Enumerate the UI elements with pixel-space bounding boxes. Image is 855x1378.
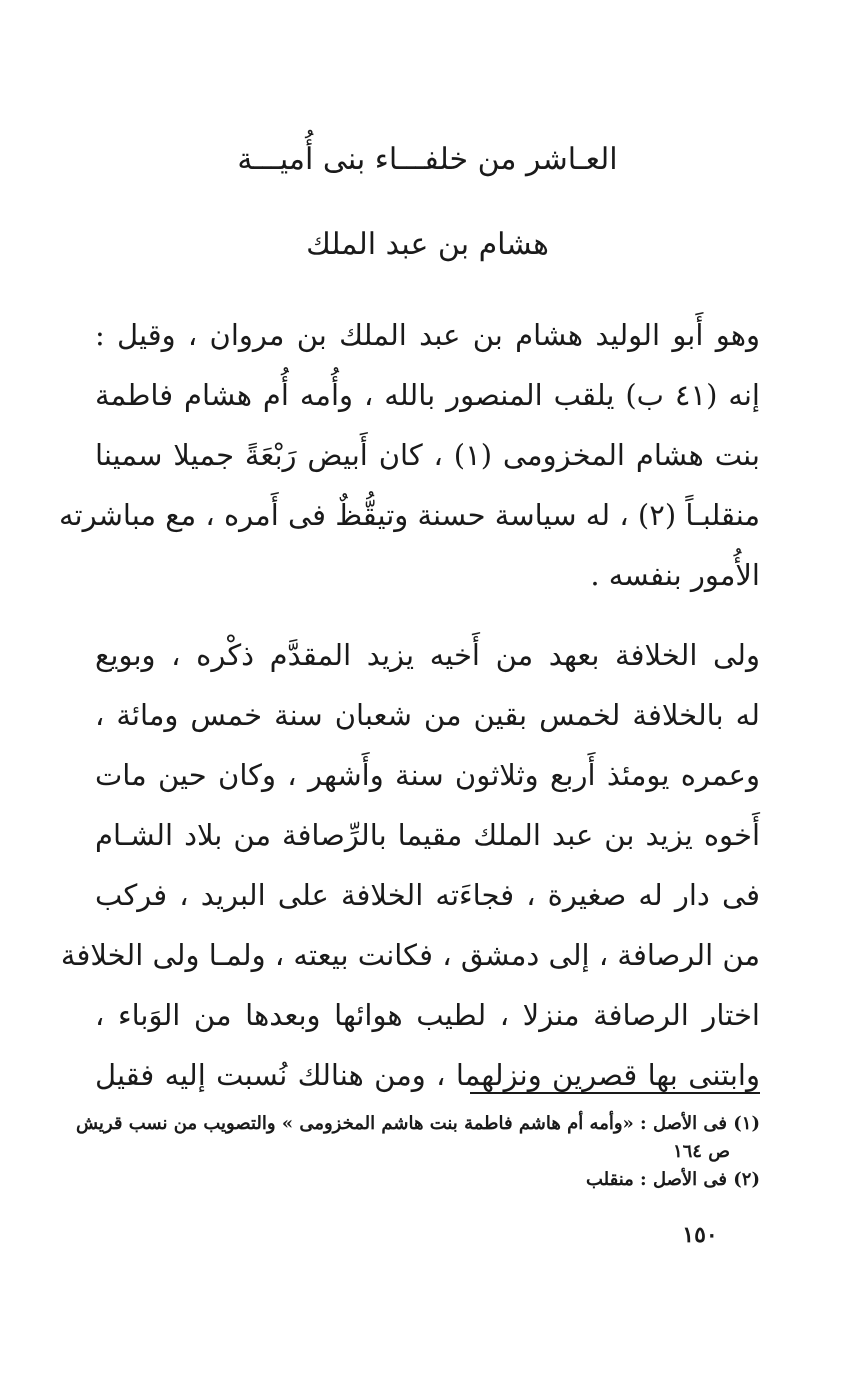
paragraph-1 xyxy=(58,305,761,605)
page-number: ١٥٠ xyxy=(682,1222,718,1248)
paragraph-2-line-3: وعمره يومئذ أَربع وثلاثون سنة وأَشهر ، وكان حين مات xyxy=(95,758,760,792)
footnote-1-continuation: ص ١٦٤ xyxy=(672,1141,730,1162)
paragraph-2-line-7: اختار الرصافة منزلا ، لطيب هوائها وبعدها من الوَباء ، xyxy=(95,998,760,1032)
paragraph-2-line-5: فى دار له صغيرة ، فجاءَته الخلافة على البريد ، فركب xyxy=(95,878,760,912)
section-heading: هشام بن عبد الملك xyxy=(306,227,549,262)
paragraph-1-line-5: الأُمور بنفسه . xyxy=(590,558,760,592)
footnote-1: (١) فى الأصل : «وأمه أم هاشم فاطمة بنت هاشم المخزومى » والتصويب من نسب قريش xyxy=(75,1113,760,1134)
page-title: العـاشر من خلفـــاء بنى أُميـــة xyxy=(237,142,618,177)
footnote-divider xyxy=(470,1092,760,1094)
paragraph-2-line-2: له بالخلافة لخمس بقين من شعبان سنة خمس ومائة ، xyxy=(95,698,760,732)
paragraph-2-line-8: وابتنى بها قصرين ونزلهما ، ومن هنالك نُسبت إليه فقيل xyxy=(95,1058,760,1092)
paragraph-2-line-1: ولى الخلافة بعهد من أَخيه يزيد المقدَّم ذكْره ، وبويع xyxy=(95,638,760,672)
paragraph-2-line-6: من الرصافة ، إلى دمشق ، فكانت بيعته ، ولمـا ولى الخلافة xyxy=(60,938,760,972)
paragraph-1-line-1: وهو أَبو الوليد هشام بن عبد الملك بن مروان ، وقيل : xyxy=(95,318,760,352)
footnote-2: (٢) فى الأصل : منقلب xyxy=(585,1169,760,1190)
footnotes xyxy=(75,1110,760,1194)
paragraph-1-line-2: إنه (٤١ ب) يلقب المنصور بالله ، وأُمه أُم هشام فاطمة xyxy=(95,378,760,412)
paragraph-2 xyxy=(60,625,760,1105)
paragraph-1-line-3: بنت هشام المخزومى (١) ، كان أَبيض رَبْعَةً جميلا سمينا xyxy=(95,438,761,472)
paragraph-1-line-4: منقلبـاً (٢) ، له سياسة حسنة وتيقُّظٌ فى أَمره ، مع مباشرته xyxy=(58,498,760,532)
paragraph-2-line-4: أَخوه يزيد بن عبد الملك مقيما بالرِّصافة من بلاد الشـام xyxy=(95,818,760,852)
